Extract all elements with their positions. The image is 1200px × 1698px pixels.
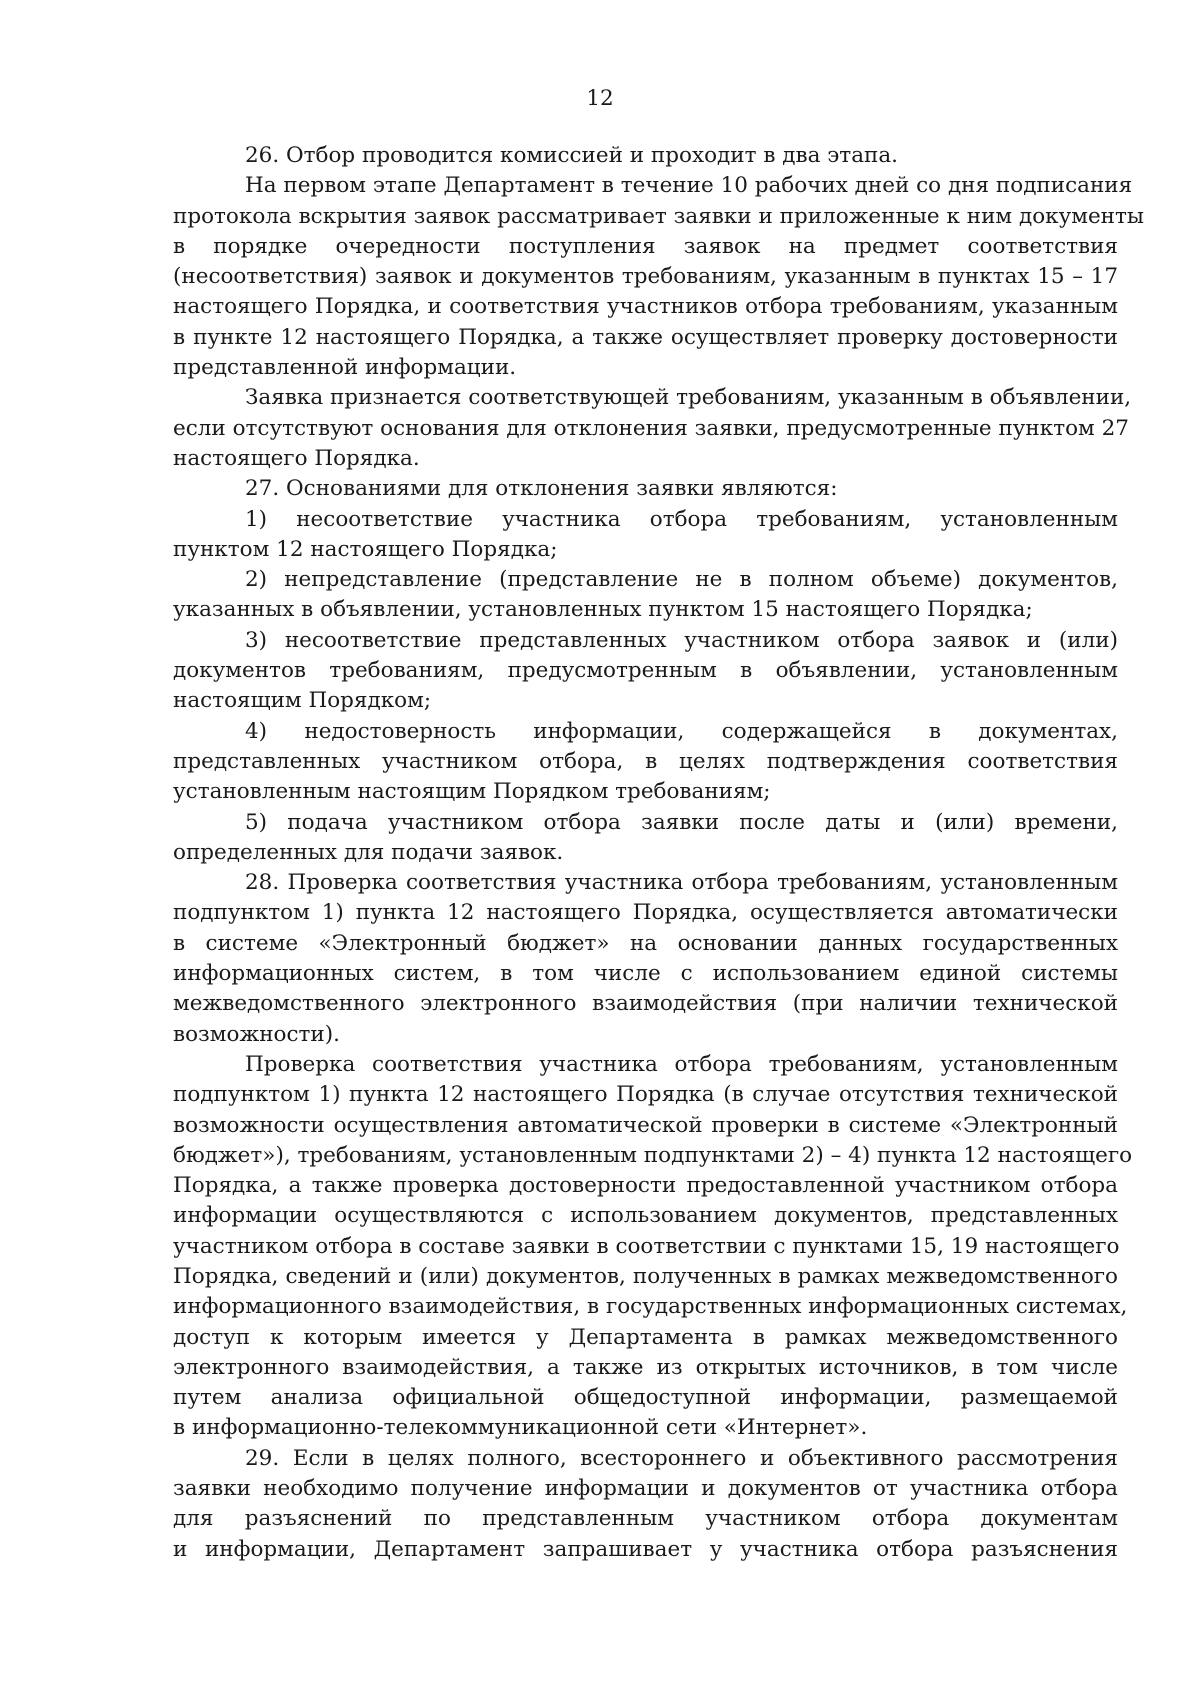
text-line: в системе «Электронный бюджет» на основании данных государственных — [173, 930, 1118, 956]
document-body — [173, 141, 1145, 1565]
text-line: 2) непредставление (представление не в полном объеме) документов, — [245, 567, 1118, 593]
text-line: документов требованиям, предусмотренным в объявлении, установленным — [173, 658, 1118, 684]
text-line: 26. Отбор проводится комиссией и проходит в два этапа. — [245, 143, 898, 168]
page-number: 12 — [586, 86, 614, 111]
text-line: (несоответствия) заявок и документов требованиям, указанным в пунктах 15 – 17 — [173, 264, 1118, 290]
text-line: возможности осуществления автоматической проверки в системе «Электронный — [173, 1112, 1118, 1138]
text-line: в информационно-телекоммуникационной сети «Интернет». — [173, 1415, 868, 1441]
text-line: путем анализа официальной общедоступной информации, размещаемой — [173, 1385, 1118, 1411]
text-line: межведомственного электронного взаимодействия (при наличии технической — [173, 991, 1118, 1017]
text-line: настоящим Порядком; — [173, 688, 432, 714]
text-line: Заявка признается соответствующей требованиям, указанным в объявлении, — [245, 385, 1132, 411]
text-line: представленных участником отбора, в целях подтверждения соответствия — [173, 748, 1118, 774]
text-line: протокола вскрытия заявок рассматривает заявки и приложенные к ним документы — [173, 203, 1145, 229]
text-line: 29. Если в целях полного, всестороннего и объективного рассмотрения — [245, 1445, 1118, 1471]
text-line: На первом этапе Департамент в течение 10 рабочих дней со дня подписания — [245, 173, 1133, 199]
text-line: бюджет»), требованиям, установленным подпунктами 2) – 4) пункта 12 настоящего — [173, 1142, 1133, 1168]
text-line: в порядке очередности поступления заявок на предмет соответствия — [173, 233, 1118, 259]
text-line: доступ к которым имеется у Департамента в рамках межведомственного — [173, 1324, 1118, 1350]
text-line: для разъяснений по представленным участником отбора документам — [173, 1506, 1118, 1532]
text-line: информационного взаимодействия, в государственных информационных системах, — [173, 1294, 1128, 1320]
text-line: 3) несоответствие представленных участником отбора заявок и (или) — [245, 627, 1118, 653]
text-line: и информации, Департамент запрашивает у участника отбора разъяснения — [173, 1536, 1118, 1562]
text-line: 4) недостоверность информации, содержащейся в документах, — [245, 718, 1118, 744]
text-line: настоящего Порядка, и соответствия участников отбора требованиям, указанным — [173, 294, 1118, 320]
text-line: информационных систем, в том числе с использованием единой системы — [173, 961, 1118, 987]
text-line: возможности). — [173, 1021, 340, 1047]
text-line: информации осуществляются с использованием документов, представленных — [173, 1203, 1118, 1229]
text-line: Порядка, а также проверка достоверности предоставленной участником отбора — [173, 1173, 1118, 1199]
text-line: 28. Проверка соответствия участника отбора требованиям, установленным — [245, 870, 1118, 896]
text-line: Порядка, сведений и (или) документов, полученных в рамках межведомственного — [173, 1263, 1118, 1289]
text-line: 27. Основаниями для отклонения заявки являются: — [245, 476, 838, 502]
text-line: в пункте 12 настоящего Порядка, а также осуществляет проверку достоверности — [173, 324, 1118, 350]
text-line: подпунктом 1) пункта 12 настоящего Порядка, осуществляется автоматически — [173, 900, 1118, 926]
text-line: представленной информации. — [173, 355, 517, 381]
text-line: 5) подача участником отбора заявки после даты и (или) времени, — [245, 809, 1118, 835]
text-line: электронного взаимодействия, а также из открытых источников, в том числе — [173, 1354, 1118, 1380]
text-line: заявки необходимо получение информации и документов от участника отбора — [173, 1476, 1118, 1502]
text-line: 1) несоответствие участника отбора требованиям, установленным — [245, 506, 1118, 532]
text-line: Проверка соответствия участника отбора требованиям, установленным — [245, 1051, 1118, 1077]
text-line: если отсутствуют основания для отклонения заявки, предусмотренные пунктом 27 — [173, 415, 1129, 441]
text-line: определенных для подачи заявок. — [173, 839, 564, 865]
text-line: указанных в объявлении, установленных пунктом 15 настоящего Порядка; — [173, 597, 1033, 623]
text-line: установленным настоящим Порядком требованиям; — [173, 779, 771, 805]
text-line: подпунктом 1) пункта 12 настоящего Порядка (в случае отсутствия технической — [173, 1082, 1118, 1108]
text-line: настоящего Порядка. — [173, 445, 420, 471]
text-line: участником отбора в составе заявки в соответствии с пунктами 15, 19 настоящего — [173, 1233, 1120, 1259]
text-line: пунктом 12 настоящего Порядка; — [173, 536, 558, 562]
